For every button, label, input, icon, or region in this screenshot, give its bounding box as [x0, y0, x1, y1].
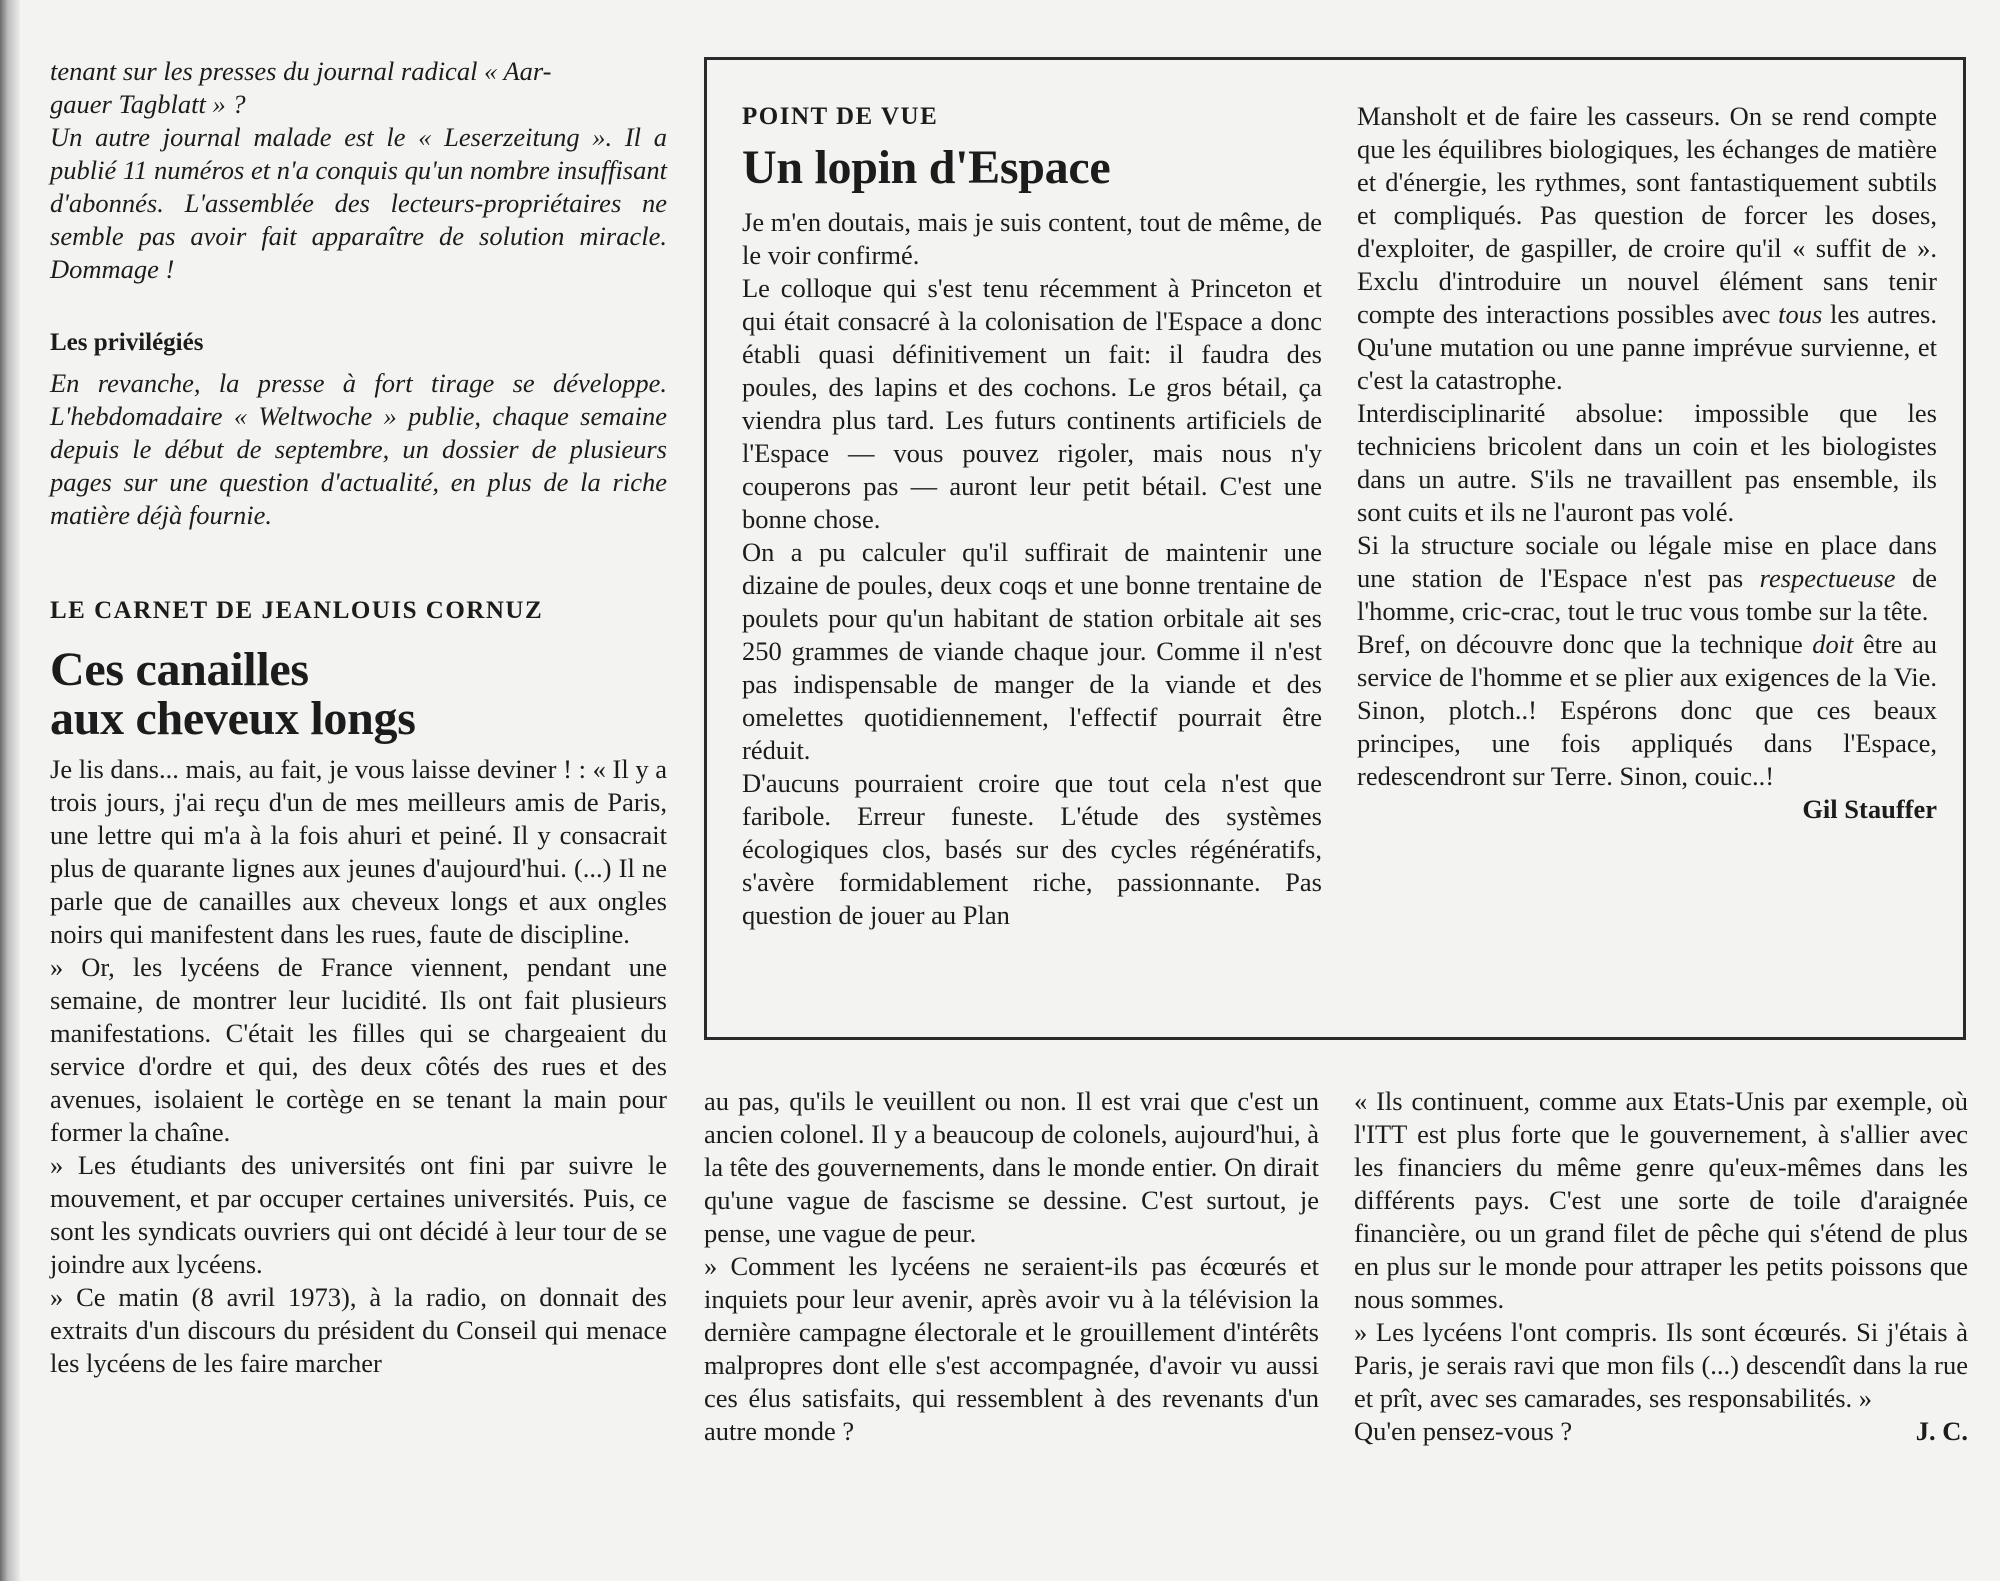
- intro-paragraph: Un autre journal malade est le « Leserzeitung ». Il a publié 11 numéros et n'a conquis qu'un nombre insuffisant d'abonnés. L'assemblée des lecteurs-propriétaires ne semble pas avoir fait apparaître de solution miracle. Dommage !: [50, 122, 667, 284]
- pdv-column-2: [1357, 100, 1937, 826]
- privileged-paragraph: En revanche, la presse à fort tirage se développe. L'hebdomadaire « Weltwoche » publie, chaque semaine depuis le début de septembre, un dossier de plusieurs pages sur une question d'actualité, en plus de la riche matière déjà fournie.: [50, 368, 667, 530]
- emphasis-tous: tous: [1778, 299, 1823, 329]
- left-column: [50, 55, 667, 1380]
- pdv-paragraph: Mansholt et de faire les casseurs. On se rend compte que les équilibres biologiques, les échanges de matière et d'énergie, les rythmes, sont fantastiquement subtils et compliqués. Pas question de forcer les doses, d'exploiter, de gaspiller, de croire qu'il « suffit de ». Exclu d'introduire un nouvel élément sans tenir compte des interactions possibles avec tous les autres. Qu'une mutation ou une panne imprévue survienne, et c'est la catastrophe.: [1357, 101, 1937, 395]
- pdv-column-1: [742, 100, 1322, 932]
- author-initials: J. C.: [1915, 1416, 1968, 1446]
- pdv-paragraph: D'aucuns pourraient croire que tout cela n'est que faribole. Erreur funeste. L'étude des systèmes écologiques clos, basés sur des cycles régénératifs, s'avère formidablement riche, passionnante. Pas question de jouer au Plan: [742, 768, 1322, 930]
- pdv-signature: Gil Stauffer: [1802, 794, 1937, 824]
- carnet-body: [50, 753, 667, 1380]
- carnet-headline: [50, 645, 667, 743]
- closing-line: [1354, 1415, 1968, 1448]
- pdv-paragraph: Bref, on découvre donc que la technique doit être au service de l'homme et se plier aux exigences de la Vie. Sinon, plotch..! Espérons donc que ces beaux principes, une fois appliqués dans l'Espace, redescendront sur Terre. Sinon, couic..!: [1357, 629, 1937, 791]
- intro-line: tenant sur les presses du journal radical « Aar-: [50, 56, 552, 86]
- carnet-paragraph: « Ils continuent, comme aux Etats-Unis par exemple, où l'ITT est plus forte que le gouvernement, à s'allier avec les financiers du même genre qu'eux-mêmes dans les différents pays. C'est une sorte de toile d'araignée financière, ou un grand filet de pêche qui s'étend de plus en plus sur le monde pour attraper les petits poissons que nous sommes.: [1354, 1086, 1968, 1314]
- closing-question: Qu'en pensez-vous ?: [1354, 1416, 1573, 1446]
- carnet-headline-line: Ces canailles: [50, 643, 309, 696]
- carnet-paragraph: au pas, qu'ils le veuillent ou non. Il est vrai que c'est un ancien colonel. Il y a beaucoup de colonels, aujourd'hui, à la tête des gouvernements, dans le monde entier. On dirait qu'une vague de fascisme se dessine. C'est surtout, je pense, une vague de peur.: [704, 1086, 1319, 1248]
- carnet-paragraph: Je lis dans... mais, au fait, je vous laisse deviner ! : « Il y a trois jours, j'ai reçu d'un de mes meilleurs amis de Paris, une lettre qui m'a à la fois ahuri et peiné. Il y consacrait plus de quarante lignes aux jeunes d'aujourd'hui. (...) Il ne parle que de canailles aux cheveux longs et aux ongles noirs qui manifestent dans les rues, faute de discipline.: [50, 754, 667, 949]
- carnet-headline-line: aux cheveux longs: [50, 692, 416, 745]
- pdv-paragraph: Interdisciplinarité absolue: impossible que les techniciens bricolent dans un coin et les biologistes dans un autre. S'ils ne travaillent pas ensemble, ils sont cuits et ils ne l'auront pas volé.: [1357, 398, 1937, 527]
- pdv-paragraph: Si la structure sociale ou légale mise en place dans une station de l'Espace n'est pas respectueuse de l'homme, cric-crac, tout le truc vous tombe sur la tête.: [1357, 530, 1937, 626]
- pdv-headline: Un lopin d'Espace: [742, 141, 1111, 194]
- carnet-paragraph: » Comment les lycéens ne seraient-ils pas écœurés et inquiets pour leur avenir, après avoir vu à la télévision la dernière campagne électorale et le grouillement d'intérêts malpropres dont elle s'est accompagnée, d'avoir vu aussi ces élus satisfaits, qui ressemblent à des revenants d'un autre monde ?: [704, 1251, 1319, 1446]
- middle-continuation-column: [704, 1085, 1319, 1448]
- carnet-kicker: LE CARNET DE JEANLOUIS CORNUZ: [50, 597, 544, 624]
- pdv-paragraph: Le colloque qui s'est tenu récemment à Princeton et qui était consacré à la colonisation de l'Espace a donc établi quasi définitivement un fait: il faudra des poules, des lapins et des cochons. Le gros bétail, ça viendra plus tard. Les futurs continents artificiels de l'Espace — vous pouvez rigoler, mais nous n'y couperons pas — auront leur petit bétail. C'est une bonne chose.: [742, 273, 1322, 534]
- intro-line: gauer Tagblatt » ?: [50, 89, 246, 119]
- carnet-paragraph: » Les étudiants des universités ont fini par suivre le mouvement, et par occuper certaines universités. Puis, ce sont les syndicats ouvriers qui ont décidé à leur tour de se joindre aux lycéens.: [50, 1150, 667, 1279]
- emphasis-doit: doit: [1812, 629, 1854, 659]
- subhead-privilegies: Les privilégiés: [50, 329, 204, 356]
- point-de-vue-box: [704, 57, 1966, 1040]
- carnet-paragraph: » Les lycéens l'ont compris. Ils sont écœurés. Si j'étais à Paris, je serais ravi que mon fils (...) descendît dans la rue et prît, avec ses camarades, ses responsabilités. »: [1354, 1317, 1968, 1413]
- pdv-paragraph: Je m'en doutais, mais je suis content, tout de même, de le voir confirmé.: [742, 207, 1322, 270]
- emphasis-respectueuse: respectueuse: [1759, 563, 1896, 593]
- pdv-paragraph: On a pu calculer qu'il suffirait de maintenir une dizaine de poules, deux coqs et une bonne trentaine de poulets pour qu'un habitant de station orbitale ait ses 250 grammes de viande chaque jour. Comme il n'est pas indispensable de manger de la viande et des omelettes quotidiennement, l'effectif pourrait être réduit.: [742, 537, 1322, 765]
- right-continuation-column: [1354, 1085, 1968, 1448]
- page-spine-shadow: [0, 0, 20, 1581]
- pdv-kicker: POINT DE VUE: [742, 103, 939, 130]
- carnet-paragraph: » Ce matin (8 avril 1973), à la radio, on donnait des extraits d'un discours du président du Conseil qui menace les lycéens de les faire marcher: [50, 1282, 667, 1378]
- carnet-paragraph: » Or, les lycéens de France viennent, pendant une semaine, de montrer leur lucidité. Ils ont fait plusieurs manifestations. C'était les filles qui se chargeaient du service d'ordre et qui, des deux côtés des rues et des avenues, isolaient le cortège en se tenant la main pour former la chaîne.: [50, 952, 667, 1147]
